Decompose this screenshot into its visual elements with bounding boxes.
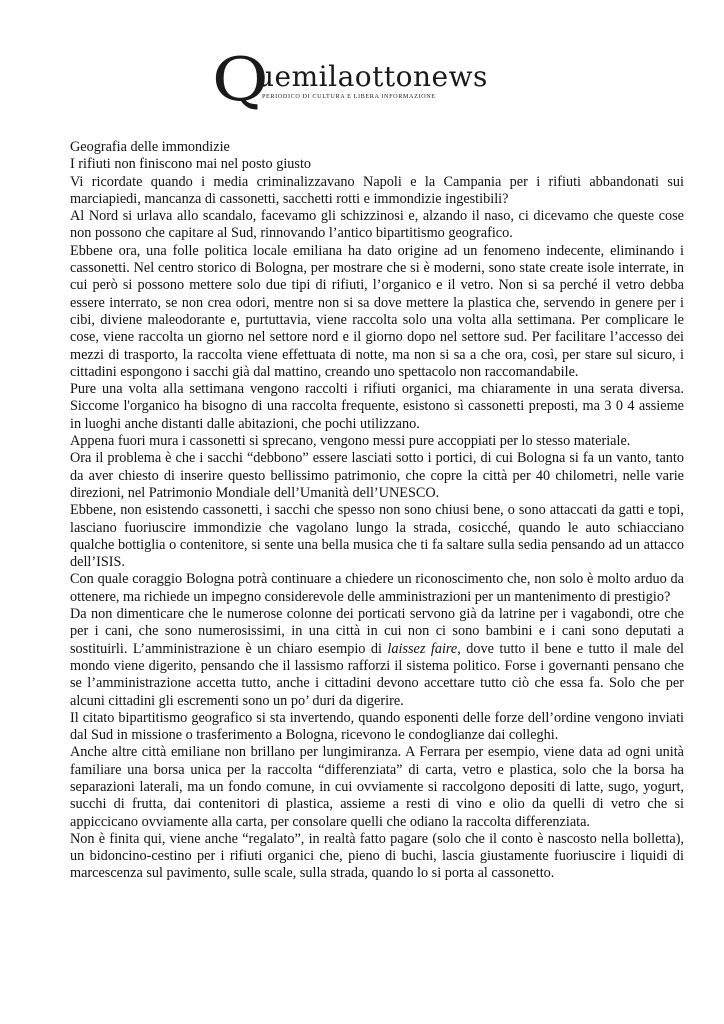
logo-letter: Q bbox=[212, 45, 269, 115]
paragraph: Non è finita qui, viene anche “regalato”, in realtà fatto pagare (solo che il conto è nascosto nella bolletta), un bidoncino-cestino per i rifiuti organici che, pieno di buchi, lascia giustamente fuoriuscire i liquidi di marcescenza sul pavimento, sulle scale, sulla strada, quando lo si porta al cassonetto. bbox=[70, 830, 684, 882]
masthead-logo bbox=[212, 45, 488, 115]
paragraph: Ebbene, non esistendo cassonetti, i sacchi che spesso non sono chiusi bene, o sono attaccati da gatti e topi, lasciano fuoriuscire immondizie che vagolano lungo la strada, cosicché, quando le auto schiacciano qualche bottiglia o contenitore, si sente una bella musica che ti fa saltare sulla sedia pensando ad un attacco dell’ISIS. bbox=[70, 502, 684, 571]
paragraph: Al Nord si urlava allo scandalo, facevamo gli schizzinosi e, alzando il naso, ci dicevamo che queste cose non possono che capitare al Sud, rinnovando l’antico bipartitismo geografico. bbox=[70, 208, 684, 242]
paragraph-text: , dove tutto il bene e tutto il male del mondo viene digerito, pensando che il lassismo rafforzi il sistema politico. Forse i governanti pensano che se l’amministrazione accetta tutto, anche i cittadini devono accettare tutto ciò che essa fa. Solo che per alcuni cittadini gli escrementi sono un po’ duri da digerire. bbox=[70, 640, 684, 709]
paragraph: Ora il problema è che i sacchi “debbono” essere lasciati sotto i portici, di cui Bologna si fa un vanto, tanto da aver chiesto di inserire questo bellissimo patrimonio, che copre la città per 40 chilometri, nelle varie direzioni, nel Patrimonio Mondiale dell’Umanità dell’UNESCO. bbox=[70, 450, 684, 501]
paragraph: Il citato bipartitismo geografico si sta invertendo, quando esponenti delle forze dell’ordine vengono inviati dal Sud in missione o trasferimento a Bologna, ricevono le condoglianze dai colleghi. bbox=[70, 709, 684, 744]
paragraph: Con quale coraggio Bologna potrà continuare a chiedere un riconoscimento che, non solo è molto arduo da ottenere, ma richiede un impegno considerevole delle amministrazioni per un mantenimento di prestigio? bbox=[70, 571, 684, 605]
article-title: I rifiuti non finiscono mai nel posto giusto bbox=[70, 156, 312, 173]
article-kicker: Geografia delle immondizie bbox=[70, 139, 230, 155]
paragraph: Anche altre città emiliane non brillano per lungimiranza. A Ferrara per esempio, viene data ad ogni unità familiare una borsa unica per la raccolta “differenziata” di carta, vetro e plastica, solo che la borsa ha separazioni laterali, ma un fondo comune, in cui ovviamente si raccolgono depositi di latte, sugo, yogurt, succhi di frutta, dai contenitori di plastica, assieme a resti di vino e olio da quelli di vetro che si appiccicano ovviamente alla carta, per consolare quelli che odiano la raccolta differenziata. bbox=[70, 744, 684, 830]
article-body bbox=[70, 139, 684, 883]
logo-tagline: PERIODICO DI CULTURA E LIBERA INFORMAZIONE bbox=[262, 93, 436, 100]
paragraph: Vi ricordate quando i media criminalizzavano Napoli e la Campania per i rifiuti abbandonati sui marciapiedi, mancanza di cassonetti, sacchetti rotti e immondizie ingestibili? bbox=[70, 173, 684, 207]
paragraph: Pure una volta alla settimana vengono raccolti i rifiuti organici, ma chiaramente in una serata diversa. Siccome l'organico ha bisogno di una raccolta frequente, esistono sì cassonetti preposti, ma 3 0 4 assieme in luoghi anche distanti dalle abitazioni, che pochi utilizzano. bbox=[70, 381, 684, 432]
paragraph: Ebbene ora, una folle politica locale emiliana ha dato origine ad un fenomeno indecente, eliminando i cassonetti. Nel centro storico di Bologna, per mostrare che si è moderni, sono state create isole interrate, in cui però si possono mettere solo due tipi di rifiuti, l’organico e il vetro. Non si sa perché il vetro debba essere interrato, se non crea odori, mentre non si sa dove mettere la plastica che, servendo in genere per i cibi, diviene maleodorante e, purtuttavia, viene raccolta solo una volta alla settimana. Per complicare le cose, viene raccolta un giorno nel settore nord e il giorno dopo nel settore sud. Per facilitare l’accesso dei mezzi di trasporto, la raccolta viene effettuata di notte, ma non si sa a che ora, così, per stare sul sicuro, i cittadini espongono i sacchi già dal mattino, creando uno spettacolo non raccomandabile. bbox=[70, 242, 684, 380]
paragraph: Appena fuori mura i cassonetti si sprecano, vengono messi pure accoppiati per lo stesso materiale. bbox=[70, 433, 631, 450]
logo-word: uemilaottonews bbox=[256, 60, 488, 93]
paragraph-text: Da non dimenticare che le numerose colonne dei porticati servono già da latrine per i vagabondi, otre che per i cani, che sono numerosissimi, in una città in cui non ci sono bambini e i cani sono deputati a sostituirli. L’amministrazione è un chiaro esempio di bbox=[70, 606, 684, 657]
italic-phrase: laissez faire bbox=[387, 640, 458, 657]
paragraph-laissez-faire bbox=[70, 606, 684, 710]
